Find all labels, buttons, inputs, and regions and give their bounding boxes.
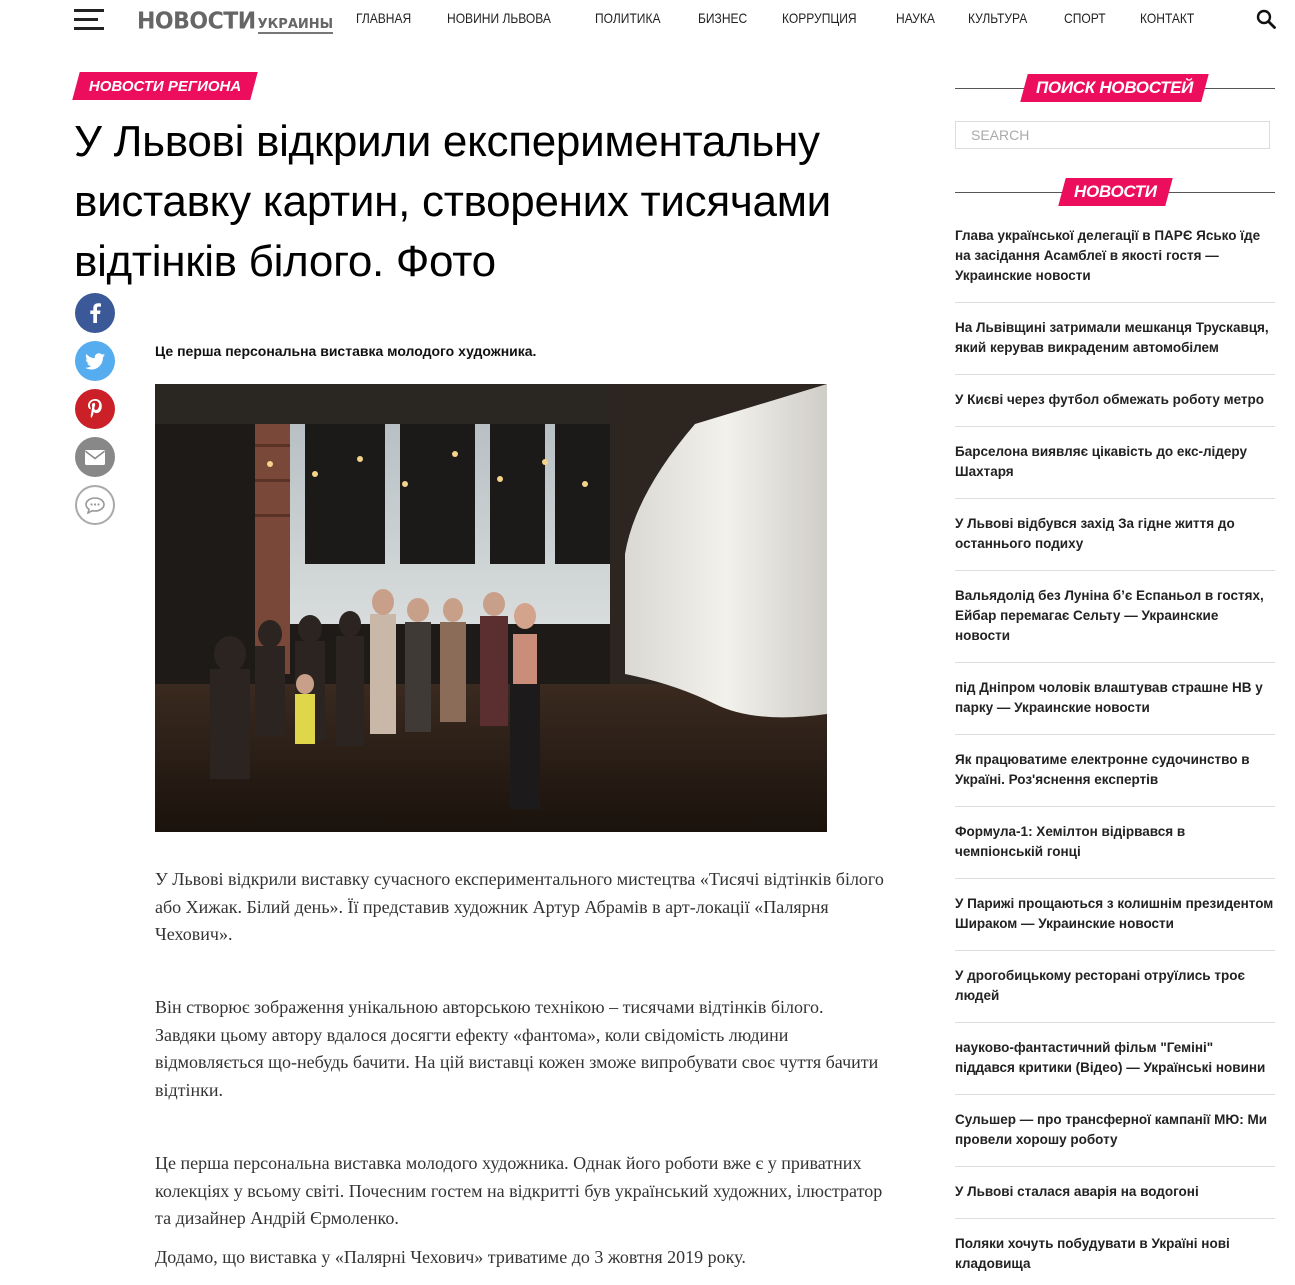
nav-item-culture[interactable]: КУЛЬТУРА — [968, 10, 1028, 26]
article-title: У Львові відкрили експериментальну виставку картин, створених тисячами відтінків білого. Фото — [74, 117, 831, 286]
nav-item-contact[interactable]: КОНТАКТ — [1139, 10, 1194, 26]
nav-item-science[interactable]: НАУКА — [896, 10, 936, 26]
news-link[interactable]: На Львівщині затримали мешканця Трускавця, який керував викраденим автомобілем — [955, 318, 1275, 375]
news-link[interactable]: науково-фантастичний фільм "Геміні" піддався критики (Відео) — Українські новини — [955, 1038, 1275, 1095]
news-link[interactable]: У Львові сталася аварія на водогоні — [955, 1182, 1275, 1219]
news-link[interactable]: Сульшер — про трансферної кампанії МЮ: Ми провели хорошу роботу — [955, 1110, 1275, 1167]
news-link[interactable]: У Парижі прощаються з колишнім президентом Шираком — Украинские новости — [955, 894, 1275, 951]
news-link[interactable]: Барселона виявляє цікавість до екс-лідеру Шахтаря — [955, 442, 1275, 499]
category-label: НОВОСТИ РЕГИОНА — [89, 77, 242, 95]
nav-item-sport[interactable]: СПОРТ — [1064, 10, 1106, 26]
article-paragraph: Це перша персональна виставка молодого художника. Однак його роботи вже є у приватних колекціях у всьому світі. Почесним гостем на відкритті був український художних, ілюстратор та дизайнер Андрій Єрмоленко. — [155, 1153, 883, 1228]
search-icon[interactable] — [1256, 9, 1276, 29]
main-nav — [356, 10, 1230, 26]
news-link[interactable]: Як працюватиме електронне судочинство в Україні. Роз'яснення експертів — [955, 750, 1275, 807]
nav-item-politics[interactable]: ПОЛИТИКА — [595, 10, 661, 26]
nav-item-corruption[interactable]: КОРРУПЦИЯ — [782, 10, 858, 26]
news-link[interactable]: Вальядолід без Луніна б’є Еспаньол в гостях, Ейбар перемагає Сельту — Украинские новости — [955, 586, 1275, 663]
news-link[interactable]: У дрогобицькому ресторані отруїлись троє людей — [955, 966, 1275, 1023]
news-link[interactable]: Поляки хочуть побудувати в Україні нові кладовища — [955, 1236, 1230, 1271]
facebook-share-button[interactable] — [75, 293, 115, 333]
article-paragraph: У Львові відкрили виставку сучасного експериментального мистецтва «Тисячі відтінків білого або Хижак. Білий день». Її представив художник Артур Абрамів в арт-локації «Палярня Чехович». — [155, 869, 884, 944]
article-paragraph: Додамо, що виставка у «Палярні Чехович» триватиме до 3 жовтня 2019 року. — [155, 1247, 746, 1267]
news-link[interactable]: Формула-1: Хемілтон відірвався в чемпіонській гонці — [955, 822, 1275, 879]
category-tag[interactable] — [72, 72, 258, 100]
article-paragraph: Він створює зображення унікальною авторською технікою – тисячами відтінків білого. Завдяки цьому автору вдалося досягти ефекту «фантома», коли свідомість людини відмовляється що-небудь бачити. На цій виставці кожен зможе випробувати своє чуття бачити відтінки. — [155, 997, 879, 1100]
nav-item-business[interactable]: БИЗНЕС — [698, 10, 748, 26]
news-link[interactable]: У Києві через футбол обмежать роботу метро — [955, 390, 1275, 427]
search-widget-title: ПОИСК НОВОСТЕЙ — [1036, 78, 1194, 97]
comments-button[interactable] — [75, 485, 115, 525]
logo-main-text: НОВОСТИ — [137, 8, 256, 35]
email-icon — [85, 450, 105, 465]
site-header — [0, 0, 1295, 40]
news-widget-title: НОВОСТИ — [1074, 182, 1157, 201]
news-link[interactable]: Глава української делегації в ПАРЄ Ясько їде на засідання Асамблеї в якості гостя — Украинские новости — [955, 226, 1275, 303]
comment-icon — [85, 497, 105, 514]
twitter-icon — [85, 353, 105, 370]
facebook-icon — [89, 303, 101, 323]
pinterest-share-button[interactable] — [75, 389, 115, 429]
nav-item-main[interactable]: ГЛАВНАЯ — [356, 10, 412, 26]
search-input[interactable] — [955, 121, 1270, 149]
menu-icon[interactable] — [74, 7, 106, 31]
news-list — [955, 226, 1275, 1285]
article-lead: Це перша персональна виставка молодого художника. — [155, 343, 537, 359]
search-widget-header — [955, 74, 1275, 102]
news-link[interactable]: У Львові відбувся захід За гідне життя до останнього подиху — [955, 514, 1275, 571]
nav-item-lviv-news[interactable]: НОВИНИ ЛЬВОВА — [447, 10, 552, 26]
news-link[interactable]: під Дніпром чоловік влаштував страшне НВ у парку — Украинские новости — [955, 678, 1275, 735]
twitter-share-button[interactable] — [75, 341, 115, 381]
site-logo[interactable] — [137, 9, 333, 39]
pinterest-icon — [88, 399, 102, 419]
article-photo — [155, 384, 827, 832]
news-widget-header — [955, 178, 1275, 206]
email-share-button[interactable] — [75, 437, 115, 477]
logo-sub-text: УКРАИНЫ — [257, 17, 334, 32]
